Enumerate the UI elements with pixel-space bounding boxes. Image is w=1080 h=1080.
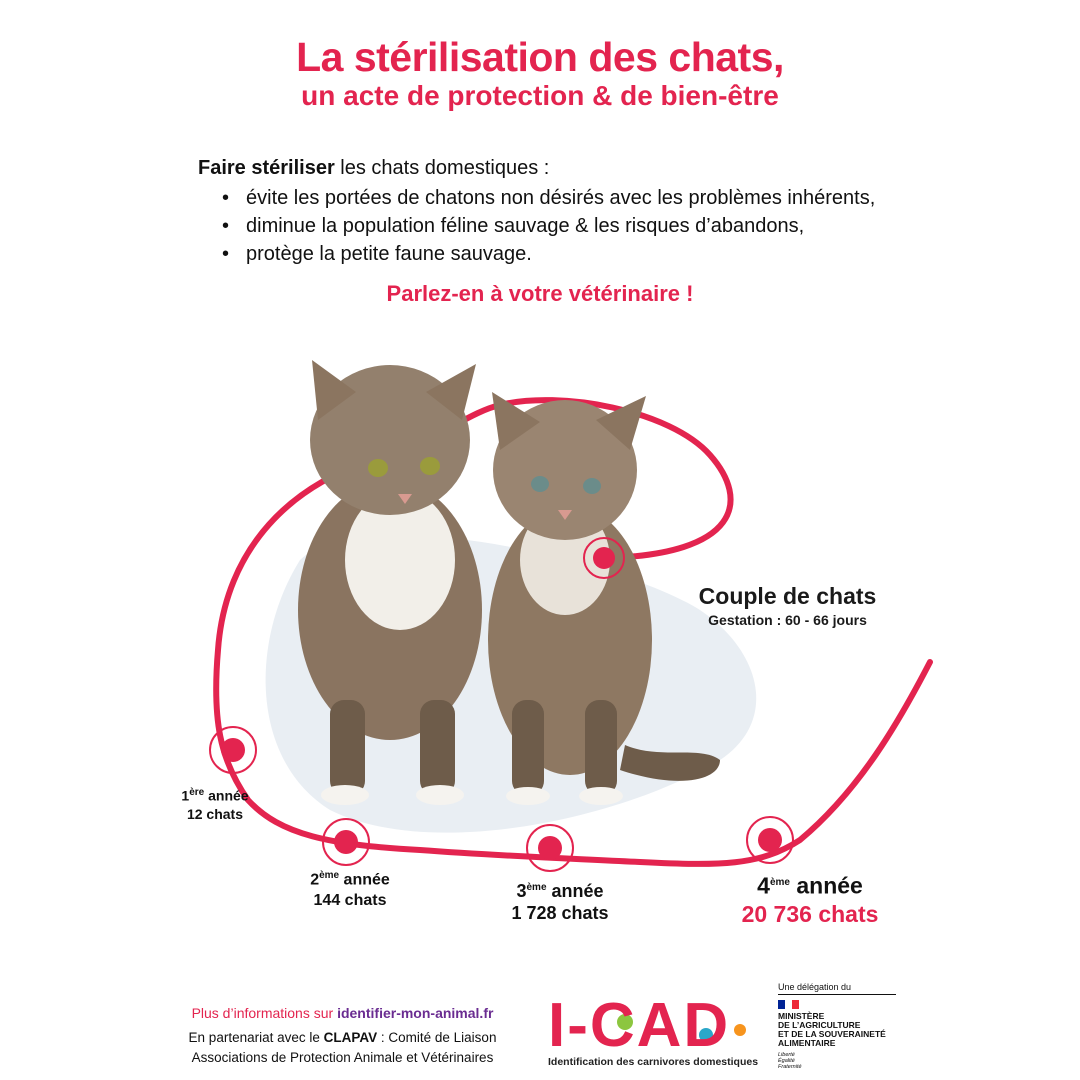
- bullet-icon: •: [222, 243, 230, 265]
- intro-rest: les chats domestiques :: [334, 157, 550, 179]
- couple-subtitle: Gestation : 60 - 66 jours: [708, 612, 867, 628]
- more-info-text: Plus d’informations sur identifier-mon-animal.fr: [191, 1005, 494, 1021]
- french-flag-icon: [778, 1000, 799, 1009]
- republic-motto: Liberté Égalité Fraternité: [778, 1052, 802, 1070]
- list-item: • protège la petite faune sauvage.: [222, 240, 875, 268]
- icad-logo-subtitle: Identification des carnivores domestiques: [548, 1056, 759, 1068]
- ministry-logo-text: MINISTÈRE DE L’AGRICULTURE ET DE LA SOUVERAINETÉ ALIMENTAIRE: [778, 1011, 886, 1048]
- bullet-icon: •: [222, 215, 230, 237]
- website-link[interactable]: identifier-mon-animal.fr: [337, 1005, 494, 1021]
- delegation-label: Une délégation du: [778, 982, 852, 992]
- delegation-divider: [778, 994, 896, 995]
- poster-subtitle: un acte de protection & de bien-être: [301, 80, 779, 111]
- intro-bold: Faire stériliser: [198, 157, 335, 179]
- bullet-icon: •: [222, 187, 230, 209]
- milestone-year-1: 1ère année 12 chats: [181, 787, 249, 822]
- icad-logo: I-CAD: [548, 991, 731, 1060]
- poster-title: La stérilisation des chats,: [296, 34, 784, 80]
- list-item: • diminue la population féline sauvage & les risques d’abandons,: [222, 212, 875, 240]
- marker-year-1: [210, 727, 256, 773]
- milestone-year-3: 3ème année 1 728 chats: [511, 881, 609, 923]
- list-item: • évite les portées de chatons non désirés avec les problèmes inhérents,: [222, 184, 875, 212]
- marker-year-3: [527, 825, 573, 871]
- couple-title: Couple de chats: [698, 583, 877, 609]
- milestone-year-4: 4ème année 20 736 chats: [741, 872, 879, 927]
- partnership-text: En partenariat avec le CLAPAV : Comité de Liaison Associations de Protection Animale et Vétérinaires: [188, 1030, 497, 1065]
- call-to-action: Parlez-en à votre vétérinaire !: [386, 281, 694, 306]
- milestone-year-2: 2ème année 144 chats: [310, 870, 390, 910]
